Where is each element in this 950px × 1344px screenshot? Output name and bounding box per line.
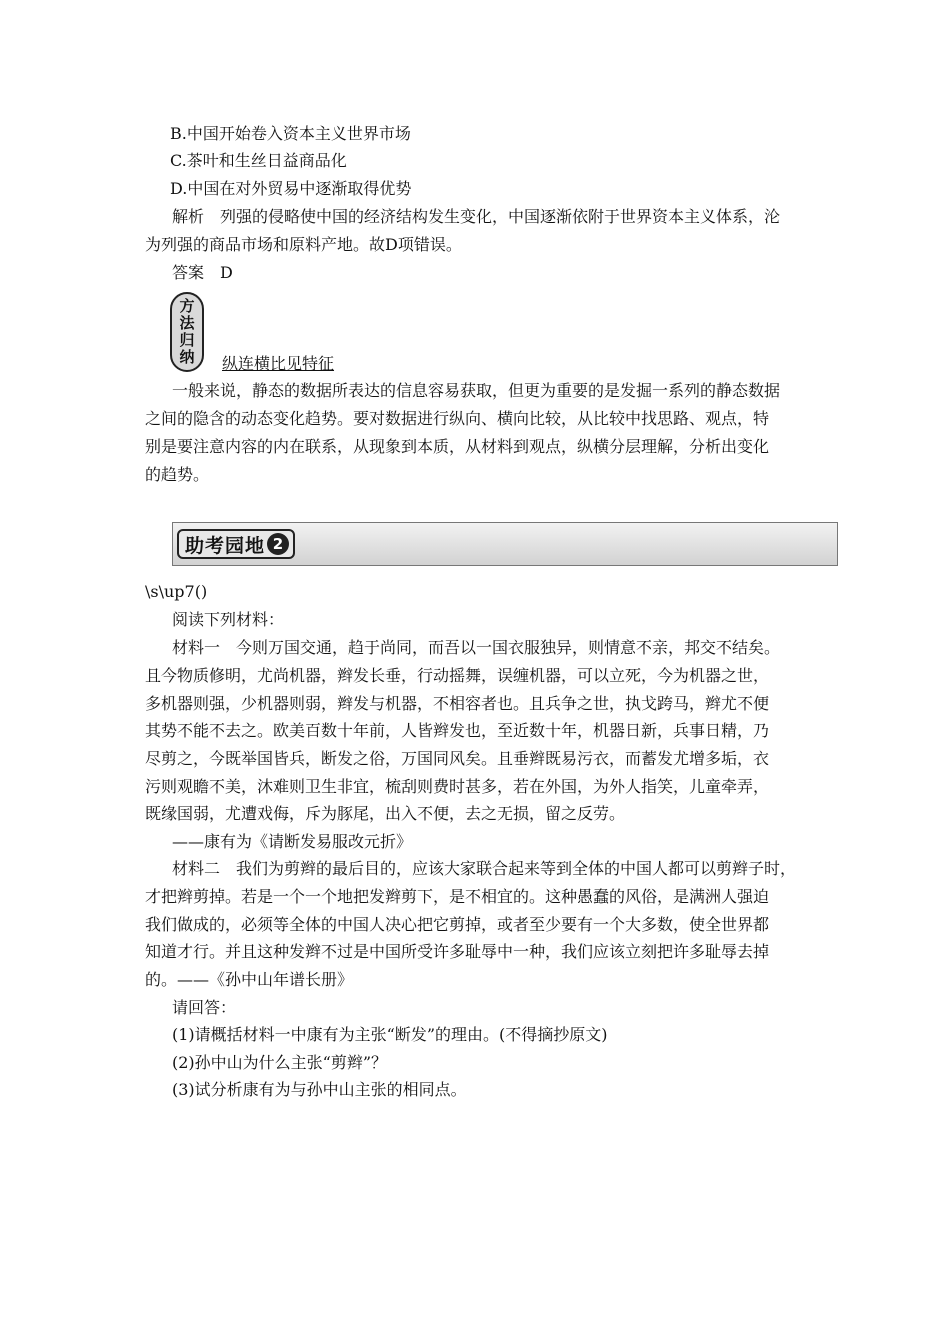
section-banner-label [177,529,295,559]
code-line: \s\up7() [145,582,208,601]
material2-line: 才把辫剪掉。若是一个一个地把发辫剪下，是不相宜的。这种愚蠢的风俗，是满洲人强迫 [145,887,770,906]
badge-char: 归 [179,331,195,349]
option-b: B.中国开始卷入资本主义世界市场 [170,124,411,143]
badge-char: 方 [179,297,195,315]
material1-line: 污则观瞻不美，沐难则卫生非宜，梳刮则费时甚多，若在外国，为外人指笑，儿童牵弄， [145,777,770,796]
section-number: 2 [267,533,289,555]
material1-line: 既缘国弱，尤遭戏侮，斥为豚尾，出入不便，去之无损，留之反劳。 [145,804,626,823]
material1-line: 尽剪之，今既举国皆兵，断发之俗，万国同风矣。且垂辫既易污衣，而蓄发尤增多垢，衣 [145,749,770,768]
badge-char: 法 [179,314,195,332]
question-3: (3)试分析康有为与孙中山主张的相同点。 [172,1080,467,1099]
material1-source: ——康有为《请断发易服改元折》 [172,832,413,851]
option-c: C.茶叶和生丝日益商品化 [170,151,347,170]
material1-line: 其势不能不去之。欧美百数十年前，人皆辫发也，至近数十年，机器日新，兵事日精，乃 [145,721,770,740]
material1-line: 多机器则强，少机器则弱，辫发与机器，不相容者也。且兵争之世，执戈跨马，辫尤不便 [145,694,770,713]
method-line: 的趋势。 [145,465,210,484]
section-banner [172,522,838,566]
material2-line: 我们做成的，必须等全体的中国人决心把它剪掉，或者至少要有一个大多数，使全世界都 [145,915,770,934]
analysis-line-1: 解析 列强的侵略使中国的经济结构发生变化，中国逐渐依附于世界资本主义体系，沦 [172,207,781,226]
questions-prompt: 请回答： [172,998,237,1017]
material1-line: 材料一 今则万国交通，趋于尚同，而吾以一国衣服独异，则情意不亲，邦交不结矣。 [172,638,781,657]
method-title: 纵连横比见特征 [222,354,335,373]
method-line: 之间的隐含的动态变化趋势。要对数据进行纵向、横向比较，从比较中找思路、观点，特 [145,409,770,428]
material1-line: 且今物质修明，尤尚机器，辫发长垂，行动摇舞，误缠机器，可以立死，今为机器之世， [145,666,770,685]
option-d: D.中国在对外贸易中逐渐取得优势 [170,179,412,198]
material2-line: 的。——《孙中山年谱长册》 [145,970,354,989]
method-summary-badge [170,292,204,372]
answer: 答案 D [172,263,233,282]
material2-line: 知道才行。并且这种发辫不过是中国所受许多耻辱中一种，我们应该立刻把许多耻辱去掉 [145,942,770,961]
badge-char: 纳 [179,348,195,366]
method-line: 一般来说，静态的数据所表达的信息容易获取，但更为重要的是发掘一系列的静态数据 [172,381,781,400]
material2-line: 材料二 我们为剪辫的最后目的，应该大家联合起来等到全体的中国人都可以剪辫子时， [172,859,797,878]
section-title: 助考园地 [185,534,266,557]
analysis-line-2: 为列强的商品市场和原料产地。故D项错误。 [145,235,462,254]
method-line: 别是要注意内容的内在联系，从现象到本质，从材料到观点，纵横分层理解，分析出变化 [145,437,770,456]
question-1: (1)请概括材料一中康有为主张“断发”的理由。(不得摘抄原文) [172,1025,608,1044]
read-prompt: 阅读下列材料： [172,610,285,629]
question-2: (2)孙中山为什么主张“剪辫”？ [172,1053,388,1072]
